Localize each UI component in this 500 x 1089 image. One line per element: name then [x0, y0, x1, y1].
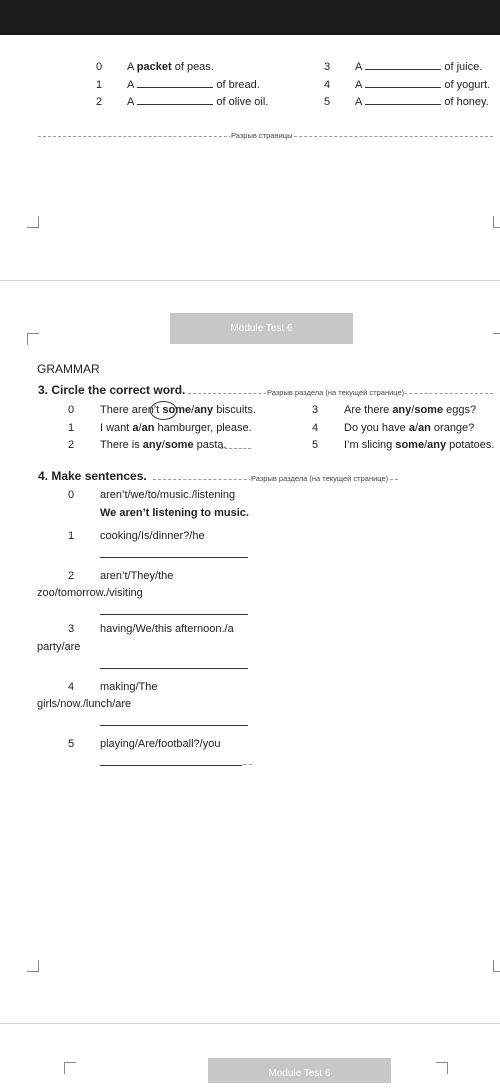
section-break-label: Разрыв раздела (на текущей странице)	[267, 388, 405, 397]
ex3-item-2-number: 2	[68, 439, 75, 451]
answer-blank	[137, 79, 213, 88]
item-4-text: A of yogurt.	[355, 79, 491, 91]
item-2-text: A of olive oil.	[127, 96, 269, 108]
answer-line	[100, 668, 248, 669]
page-separator	[0, 280, 500, 281]
ex4-item-4-prompt-cont: girls/now./lunch/are	[37, 698, 132, 710]
margin-corner-mark	[493, 333, 500, 345]
answer-circle	[150, 401, 177, 420]
item-5-text: A of honey.	[355, 96, 489, 108]
window-top-bar	[0, 0, 500, 35]
ex4-item-3-prompt: having/We/this afternoon./a	[100, 623, 234, 635]
margin-corner-mark	[436, 1062, 448, 1074]
ex3-item-3-text: Are there any/some eggs?	[344, 404, 477, 416]
item-4-number: 4	[324, 79, 331, 91]
page-separator	[0, 1023, 500, 1024]
item-2-number: 2	[96, 96, 103, 108]
section-break-line	[243, 764, 252, 765]
section-title-grammar: GRAMMAR	[37, 362, 100, 376]
margin-corner-mark	[493, 960, 500, 972]
exercise-3-title: 3. Circle the correct word.	[38, 383, 186, 397]
ex4-item-1-number: 1	[68, 530, 75, 542]
margin-corner-mark	[27, 216, 39, 228]
ex3-item-0-number: 0	[68, 404, 75, 416]
section-break-label: Разрыв раздела (на текущей странице)	[251, 474, 389, 483]
module-header: Module Test 6	[170, 313, 353, 344]
ex4-item-3-number: 3	[68, 623, 75, 635]
ex4-item-2-prompt-cont: zoo/tomorrow./visiting	[37, 587, 143, 599]
ex3-item-1-text: I want a/an hamburger, please.	[100, 422, 252, 434]
answer-line	[100, 725, 248, 726]
margin-corner-mark	[493, 216, 500, 228]
answer-blank	[365, 96, 441, 105]
ex4-item-1-prompt: cooking/Is/dinner?/he	[100, 530, 205, 542]
answer-line	[100, 557, 248, 558]
item-3-text: A of juice.	[355, 61, 483, 73]
ex4-item-2-number: 2	[68, 570, 75, 582]
ex3-item-4-text: Do you have a/an orange?	[344, 422, 475, 434]
ex3-item-5-text: I’m slicing some/any potatoes.	[344, 439, 495, 451]
ex3-item-1-number: 1	[68, 422, 75, 434]
ex4-item-3-prompt-cont: party/are	[37, 641, 81, 653]
margin-corner-mark	[27, 960, 39, 972]
margin-corner-mark	[27, 333, 39, 345]
item-3-number: 3	[324, 61, 331, 73]
item-0-number: 0	[96, 61, 103, 73]
item-1-text: A of bread.	[127, 79, 260, 91]
ex4-item-4-number: 4	[68, 681, 75, 693]
ex3-item-0-text: There aren’t some/any biscuits.	[100, 404, 256, 416]
margin-corner-mark	[64, 1062, 76, 1074]
item-0-text: A packet of peas.	[127, 61, 214, 73]
ex4-example-number: 0	[68, 489, 75, 501]
module-header: Module Test 6	[208, 1058, 391, 1083]
section-break-line	[220, 448, 251, 449]
answer-blank	[365, 61, 441, 70]
answer-blank	[137, 96, 213, 105]
ex4-item-5-number: 5	[68, 738, 75, 750]
ex4-example-prompt: aren’t/we/to/music./listening	[100, 489, 236, 501]
exercise-4-title: 4. Make sentences.	[38, 469, 147, 483]
ex3-item-2-text: There is any/some pasta.	[100, 439, 227, 451]
answer-blank	[365, 79, 441, 88]
ex3-item-4-number: 4	[312, 422, 319, 434]
answer-line	[100, 614, 248, 615]
ex3-item-5-number: 5	[312, 439, 319, 451]
ex4-item-4-prompt: making/The	[100, 681, 158, 693]
answer-line	[100, 765, 242, 766]
ex4-item-2-prompt: aren’t/They/the	[100, 570, 174, 582]
item-1-number: 1	[96, 79, 103, 91]
ex4-item-5-prompt: playing/Are/football?/you	[100, 738, 221, 750]
item-5-number: 5	[324, 96, 331, 108]
ex4-example-answer: We aren’t listening to music.	[100, 507, 249, 519]
page-break-label: Разрыв страницы	[231, 131, 293, 140]
ex3-item-3-number: 3	[312, 404, 319, 416]
